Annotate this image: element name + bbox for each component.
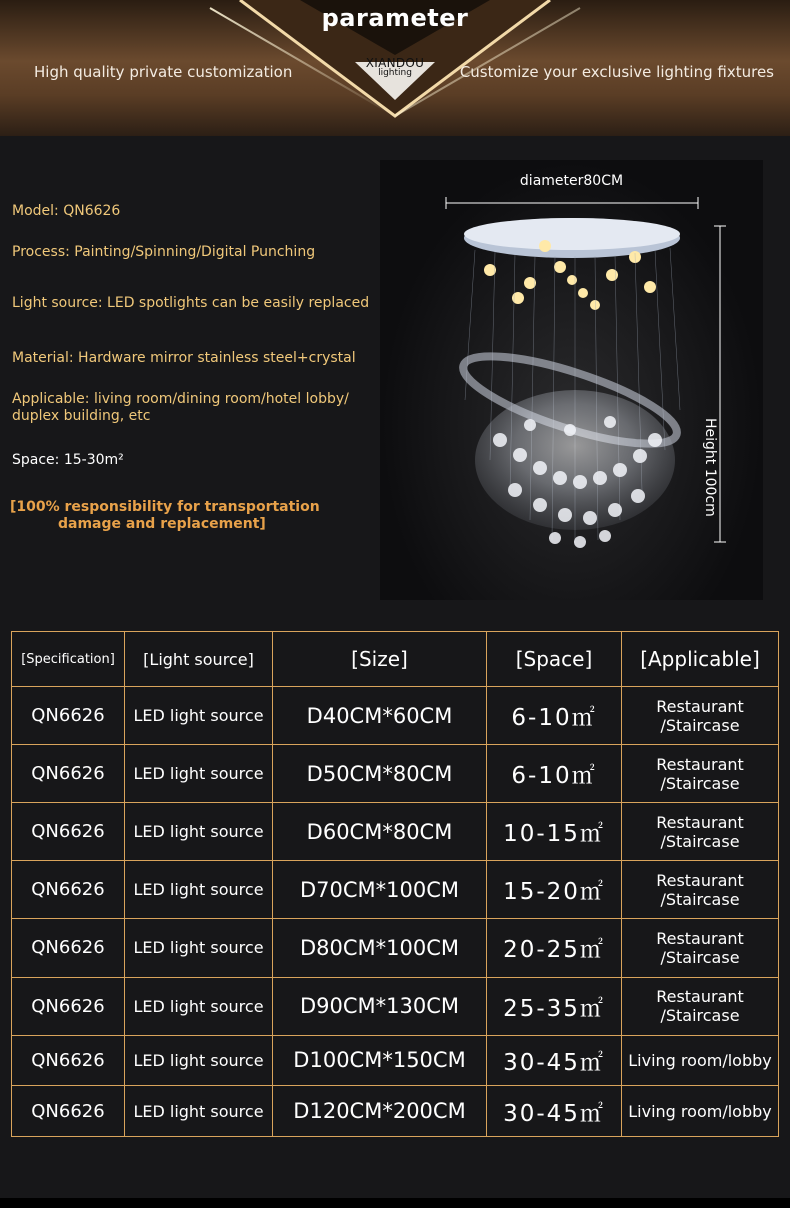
applicable-line1: Restaurant	[656, 928, 744, 948]
cell-model: QN6626	[12, 1086, 125, 1137]
cell-light-source: LED light source	[125, 977, 273, 1035]
header-specification: [Specification]	[12, 632, 125, 687]
table-row	[12, 745, 779, 803]
cell-light-source: LED light source	[125, 803, 273, 861]
cell-size: D100CM*150CM	[273, 1035, 487, 1086]
cell-model: QN6626	[12, 919, 125, 977]
table-row	[12, 803, 779, 861]
info-material: Material: Hardware mirror stainless steel+crystal	[12, 350, 356, 366]
diameter-label: diameter80CM	[519, 173, 624, 189]
header-light-source: [Light source]	[125, 632, 273, 687]
cell-applicable	[622, 1086, 779, 1137]
cell-applicable	[622, 861, 779, 919]
info-applicable-line2: duplex building, etc	[12, 408, 151, 424]
info-applicable-line1: Applicable: living room/dining room/hotel lobby/	[12, 391, 349, 407]
cell-space: 30-45㎡	[487, 1086, 622, 1137]
table-row	[12, 861, 779, 919]
table-row	[12, 1086, 779, 1137]
applicable-line2: /Staircase	[660, 831, 740, 851]
cell-light-source: LED light source	[125, 1035, 273, 1086]
guarantee-note	[10, 499, 320, 533]
header-space: [Space]	[487, 632, 622, 687]
table-row	[12, 919, 779, 977]
cell-space: 25-35㎡	[487, 977, 622, 1035]
cell-model: QN6626	[12, 861, 125, 919]
applicable-line1: Restaurant	[656, 754, 744, 774]
cell-model: QN6626	[12, 687, 125, 745]
brand-sub: lighting	[378, 68, 412, 78]
brand-name: XIANDOU	[365, 56, 425, 70]
cell-size: D50CM*80CM	[273, 745, 487, 803]
applicable-line1: Restaurant	[656, 696, 744, 716]
cell-applicable	[622, 1035, 779, 1086]
applicable-line2: /Staircase	[660, 715, 740, 735]
cell-space: 15-20㎡	[487, 861, 622, 919]
cell-size: D90CM*130CM	[273, 977, 487, 1035]
table-row	[12, 1035, 779, 1086]
cell-size: D60CM*80CM	[273, 803, 487, 861]
info-process: Process: Painting/Spinning/Digital Punching	[12, 244, 316, 260]
guarantee-line2: damage and replacement]	[58, 516, 266, 532]
chandelier-photo	[380, 160, 763, 600]
cell-model: QN6626	[12, 803, 125, 861]
header-applicable: [Applicable]	[622, 632, 779, 687]
header-banner	[0, 0, 790, 136]
header-left-slogan: High quality private customization	[34, 63, 293, 81]
spec-table-header	[12, 632, 779, 687]
cell-size: D120CM*200CM	[273, 1086, 487, 1137]
cell-model: QN6626	[12, 977, 125, 1035]
applicable-line1: Restaurant	[656, 870, 744, 890]
info-model: Model: QN6626	[12, 203, 121, 219]
header-title: parameter	[321, 4, 469, 32]
applicable-line2: /Staircase	[660, 947, 740, 967]
cell-applicable	[622, 977, 779, 1035]
applicable-line2: /Staircase	[660, 1006, 740, 1026]
info-space: Space: 15-30m²	[12, 452, 124, 468]
cell-model: QN6626	[12, 745, 125, 803]
cell-size: D40CM*60CM	[273, 687, 487, 745]
guarantee-line1: [100% responsibility for transportation	[10, 499, 320, 515]
applicable-line1: Living room/lobby	[628, 1101, 772, 1121]
cell-light-source: LED light source	[125, 687, 273, 745]
brand-logo	[357, 56, 433, 78]
header-size: [Size]	[273, 632, 487, 687]
cell-size: D70CM*100CM	[273, 861, 487, 919]
chandelier-illustration	[380, 160, 763, 600]
cell-space: 10-15㎡	[487, 803, 622, 861]
cell-space: 6-10㎡	[487, 687, 622, 745]
cell-space: 20-25㎡	[487, 919, 622, 977]
cell-light-source: LED light source	[125, 861, 273, 919]
applicable-line2: /Staircase	[660, 773, 740, 793]
applicable-line1: Living room/lobby	[628, 1050, 772, 1070]
table-row	[12, 977, 779, 1035]
table-row	[12, 687, 779, 745]
cell-space: 6-10㎡	[487, 745, 622, 803]
cell-applicable	[622, 687, 779, 745]
cell-space: 30-45㎡	[487, 1035, 622, 1086]
header-right-slogan: Customize your exclusive lighting fixtures	[459, 63, 774, 81]
cell-applicable	[622, 803, 779, 861]
spec-table	[11, 631, 779, 1137]
applicable-line1: Restaurant	[656, 987, 744, 1007]
cell-size: D80CM*100CM	[273, 919, 487, 977]
info-light-source: Light source: LED spotlights can be easily replaced	[12, 295, 370, 311]
cell-light-source: LED light source	[125, 745, 273, 803]
applicable-line2: /Staircase	[660, 889, 740, 909]
cell-light-source: LED light source	[125, 1086, 273, 1137]
cell-light-source: LED light source	[125, 919, 273, 977]
bottom-border	[0, 1198, 790, 1208]
cell-applicable	[622, 919, 779, 977]
height-label: Height 100cm	[702, 418, 718, 517]
cell-applicable	[622, 745, 779, 803]
applicable-line1: Restaurant	[656, 812, 744, 832]
cell-model: QN6626	[12, 1035, 125, 1086]
